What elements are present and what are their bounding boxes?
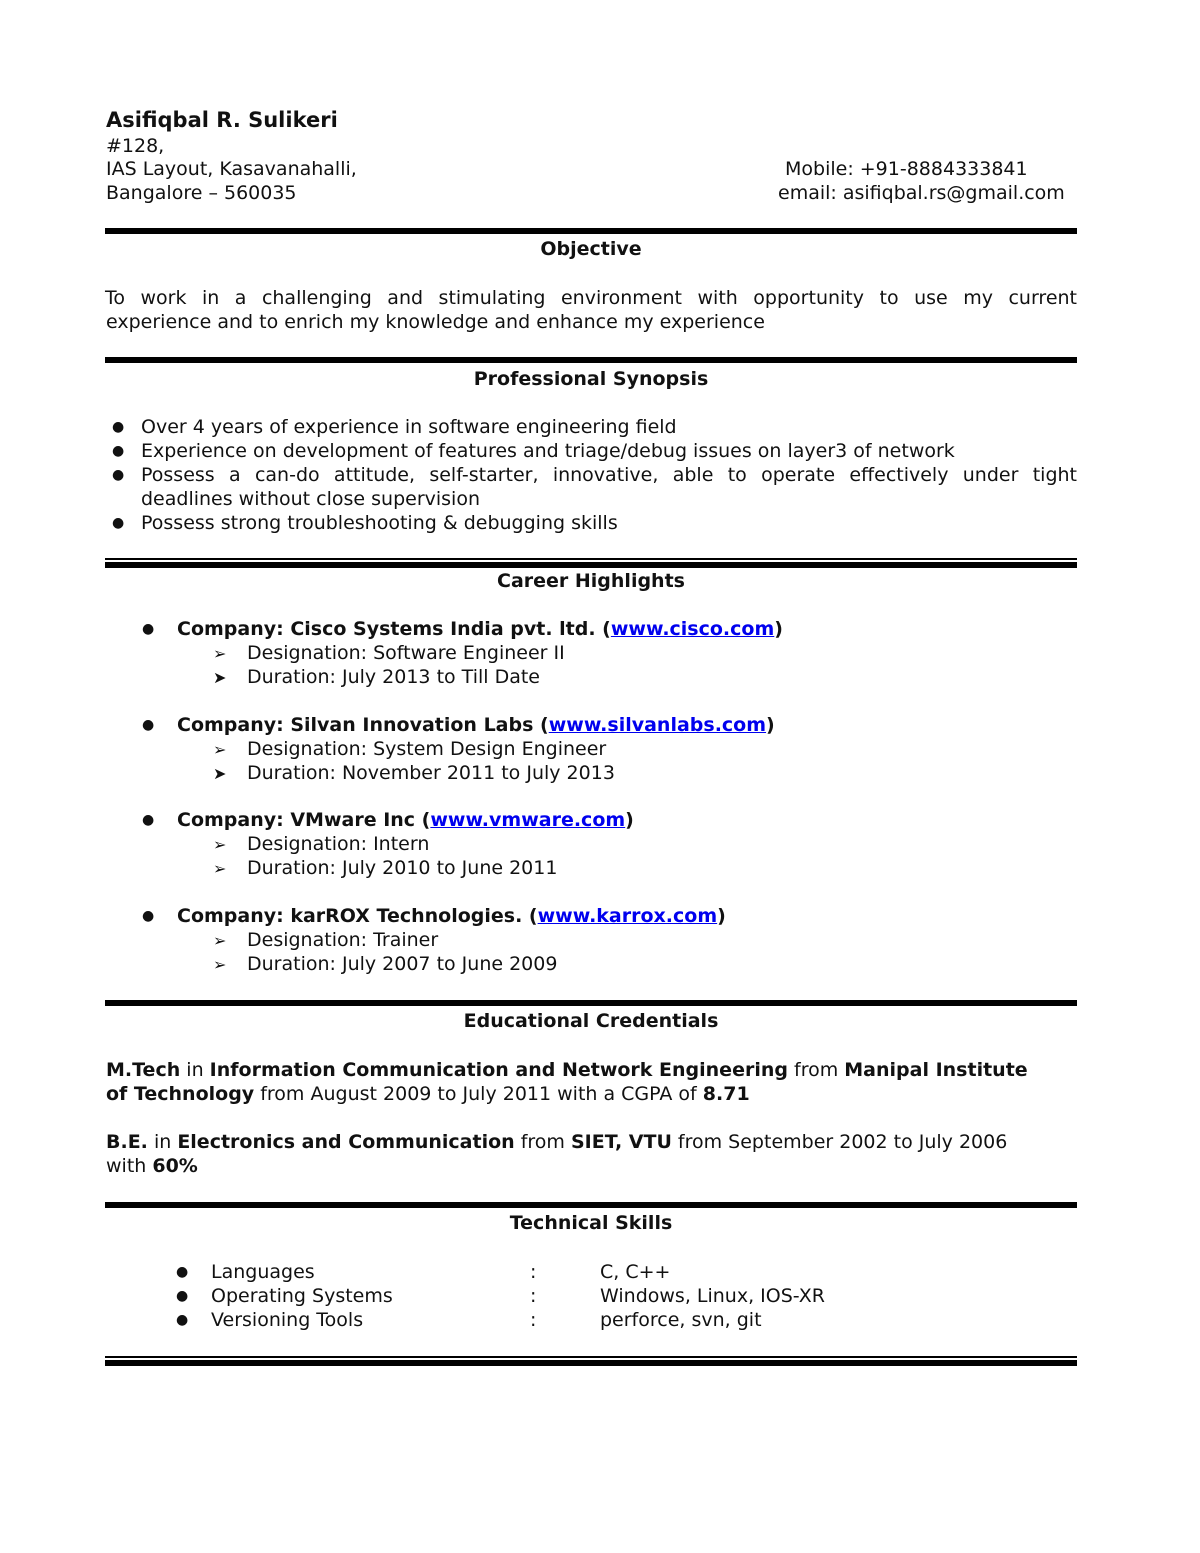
mtech-line-1: M.Tech in Information Communication and Network Engineering from Manipal Institute bbox=[106, 1059, 1028, 1081]
section-rule bbox=[105, 357, 1077, 363]
section-rule bbox=[105, 1356, 1077, 1365]
skill-label: Languages bbox=[211, 1261, 315, 1283]
section-rule bbox=[105, 1000, 1077, 1006]
section-rule bbox=[105, 228, 1077, 234]
company-karrox: Company: karROX Technologies. (www.karrox.com) bbox=[177, 905, 726, 927]
bullet-icon: ● bbox=[142, 908, 155, 924]
synopsis-item: Possess a can-do attitude, self-starter, innovative, able to operate effectively under tight bbox=[141, 464, 1077, 486]
company-cisco: Company: Cisco Systems India pvt. ltd. (www.cisco.com) bbox=[177, 618, 783, 640]
candidate-name: Asifiqbal R. Sulikeri bbox=[106, 108, 338, 132]
skill-value: perforce, svn, git bbox=[600, 1309, 762, 1331]
section-rule bbox=[105, 558, 1077, 567]
skill-value: C, C++ bbox=[600, 1261, 671, 1283]
career-heading: Career Highlights bbox=[497, 570, 685, 592]
bullet-icon: ● bbox=[142, 621, 155, 637]
designation: Designation: Trainer bbox=[247, 929, 439, 951]
arrow-icon: ➤ bbox=[213, 764, 227, 783]
address-line-2: IAS Layout, Kasavanahalli, bbox=[106, 158, 357, 180]
arrow-icon: ➤ bbox=[213, 668, 227, 687]
arrow-icon: ➢ bbox=[213, 955, 227, 974]
mtech-line-2: of Technology from August 2009 to July 2011 with a CGPA of 8.71 bbox=[106, 1083, 750, 1105]
designation: Designation: Intern bbox=[247, 833, 430, 855]
arrow-icon: ➢ bbox=[213, 644, 227, 663]
be-line-1: B.E. in Electronics and Communication from SIET, VTU from September 2002 to July 2006 bbox=[106, 1131, 1008, 1153]
synopsis-item: Over 4 years of experience in software engineering field bbox=[141, 416, 677, 438]
skills-heading: Technical Skills bbox=[509, 1212, 673, 1234]
objective-line-2: experience and to enrich my knowledge and enhance my experience bbox=[106, 311, 765, 333]
skill-value: Windows, Linux, IOS-XR bbox=[600, 1285, 825, 1307]
bullet-icon: ● bbox=[176, 1312, 189, 1328]
designation: Designation: Software Engineer II bbox=[247, 642, 565, 664]
duration: Duration: November 2011 to July 2013 bbox=[247, 762, 615, 784]
address-line-3: Bangalore – 560035 bbox=[106, 182, 297, 204]
company-silvan: Company: Silvan Innovation Labs (www.silvanlabs.com) bbox=[177, 714, 775, 736]
skill-separator: : bbox=[530, 1285, 537, 1307]
arrow-icon: ➢ bbox=[213, 835, 227, 854]
objective-heading: Objective bbox=[540, 238, 642, 260]
duration: Duration: July 2007 to June 2009 bbox=[247, 953, 558, 975]
company-vmware: Company: VMware Inc (www.vmware.com) bbox=[177, 809, 634, 831]
bullet-icon: ● bbox=[142, 812, 155, 828]
education-heading: Educational Credentials bbox=[463, 1010, 719, 1032]
section-rule bbox=[105, 1202, 1077, 1208]
company-link[interactable]: www.silvanlabs.com bbox=[548, 714, 767, 736]
bullet-icon: ● bbox=[112, 443, 125, 459]
bullet-icon: ● bbox=[112, 515, 125, 531]
company-link[interactable]: www.cisco.com bbox=[610, 618, 775, 640]
company-link[interactable]: www.karrox.com bbox=[537, 905, 718, 927]
objective-line-1: To work in a challenging and stimulating environment with opportunity to use my current bbox=[105, 287, 1077, 309]
skill-separator: : bbox=[530, 1261, 537, 1283]
duration: Duration: July 2010 to June 2011 bbox=[247, 857, 558, 879]
skill-separator: : bbox=[530, 1309, 537, 1331]
arrow-icon: ➢ bbox=[213, 859, 227, 878]
company-link[interactable]: www.vmware.com bbox=[430, 809, 626, 831]
mobile-number: Mobile: +91-8884333841 bbox=[785, 158, 1028, 180]
skill-label: Operating Systems bbox=[211, 1285, 393, 1307]
synopsis-item: Experience on development of features and triage/debug issues on layer3 of network bbox=[141, 440, 955, 462]
bullet-icon: ● bbox=[112, 467, 125, 483]
synopsis-item-continuation: deadlines without close supervision bbox=[141, 488, 480, 510]
bullet-icon: ● bbox=[142, 717, 155, 733]
skill-label: Versioning Tools bbox=[211, 1309, 364, 1331]
email-address: email: asifiqbal.rs@gmail.com bbox=[778, 182, 1065, 204]
duration: Duration: July 2013 to Till Date bbox=[247, 666, 540, 688]
arrow-icon: ➢ bbox=[213, 740, 227, 759]
be-line-2: with 60% bbox=[106, 1155, 198, 1177]
synopsis-item: Possess strong troubleshooting & debugging skills bbox=[141, 512, 618, 534]
arrow-icon: ➢ bbox=[213, 931, 227, 950]
designation: Designation: System Design Engineer bbox=[247, 738, 607, 760]
bullet-icon: ● bbox=[176, 1264, 189, 1280]
bullet-icon: ● bbox=[176, 1288, 189, 1304]
bullet-icon: ● bbox=[112, 419, 125, 435]
address-line-1: #128, bbox=[106, 135, 165, 157]
synopsis-heading: Professional Synopsis bbox=[473, 368, 709, 390]
